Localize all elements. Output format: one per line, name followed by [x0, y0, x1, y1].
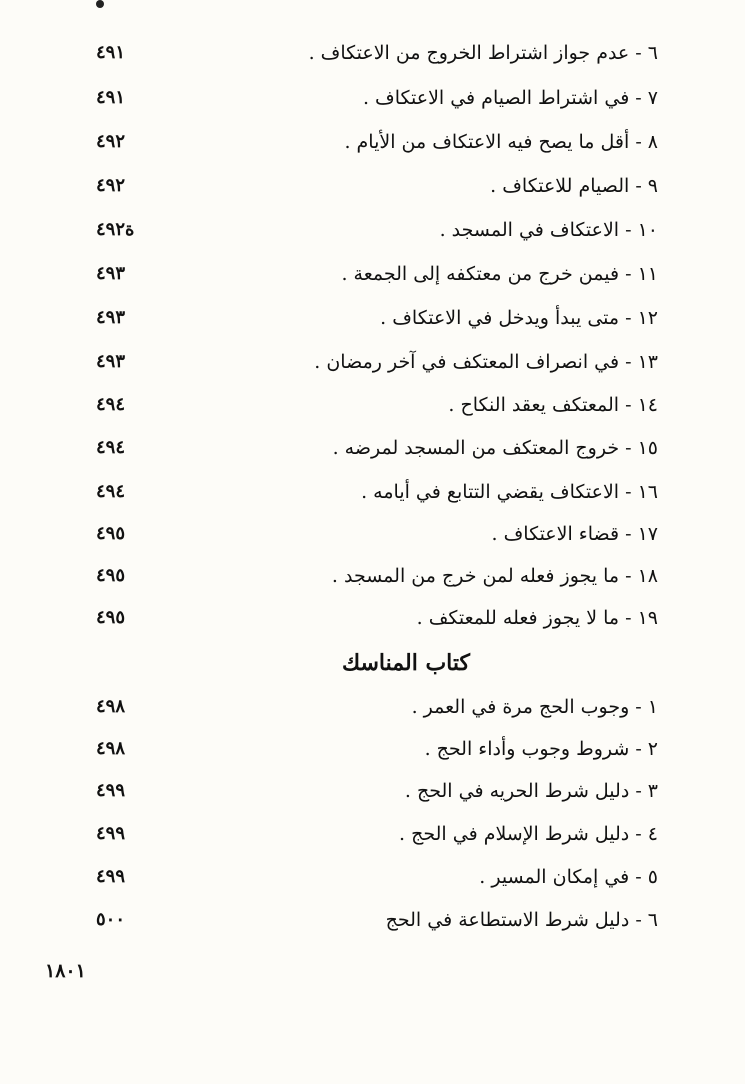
entry-title: ٣ - دليل شرط الحريه في الحج .: [404, 780, 658, 802]
entry-title: ١٥ - خروج المعتكف من المسجد لمرضه .: [332, 437, 658, 459]
index-entry: [0, 689, 745, 725]
entry-title: ١٧ - قضاء الاعتكاف .: [491, 523, 658, 545]
index-entry: [0, 773, 745, 809]
entry-title: ٥ - في إمكان المسير .: [479, 866, 658, 888]
entry-page-number: ٤٩١: [96, 42, 126, 63]
entry-page-number: ٤٩٥: [96, 607, 126, 628]
entry-title: ١٩ - ما لا يجوز فعله للمعتكف .: [416, 607, 658, 629]
index-entry: [0, 256, 745, 292]
entry-page-number: ٤٩٣: [96, 351, 126, 372]
entry-page-number: ٤٩٨: [96, 696, 126, 717]
entry-title: ١١ - فيمن خرج من معتكفه إلى الجمعة .: [341, 263, 658, 285]
entry-page-number: ٤٩٩: [96, 780, 126, 801]
entry-page-number: ٤٩٩: [96, 866, 126, 887]
top-ink-mark: [96, 0, 104, 8]
index-entry: [0, 80, 745, 116]
entry-title: ٦ - عدم جواز اشتراط الخروج من الاعتكاف .: [308, 42, 658, 64]
entry-page-number: ٤٩٣: [96, 307, 126, 328]
page-folio: ١٨٠١: [45, 960, 86, 982]
index-entry: [0, 474, 745, 510]
entry-page-number: ٤٩٤: [96, 394, 126, 415]
section-heading-text: كتاب المناسك: [341, 650, 470, 676]
entry-page-number: ٥٠٠: [96, 909, 126, 930]
entry-page-number: ٤٩١: [96, 87, 126, 108]
index-entry: [0, 124, 745, 160]
index-entry: [0, 35, 745, 71]
entry-title: ١٢ - متى يبدأ ويدخل في الاعتكاف .: [380, 307, 658, 329]
entry-page-number: ٤٩٥: [96, 565, 126, 586]
entry-title: ١٠ - الاعتكاف في المسجد .: [439, 219, 658, 241]
index-entry: [0, 816, 745, 852]
index-entry: [0, 212, 745, 248]
entry-page-number: ٤٩٨: [96, 738, 126, 759]
entry-title: ٨ - أقل ما يصح فيه الاعتكاف من الأيام .: [344, 131, 658, 153]
index-entry: [0, 300, 745, 336]
index-entry: [0, 430, 745, 466]
entry-title: ١٣ - في انصراف المعتكف في آخر رمضان .: [314, 351, 658, 373]
index-entry: [0, 731, 745, 767]
entry-page-number: ٤٩٤: [96, 437, 126, 458]
entry-page-number: ٤٩٣: [96, 263, 126, 284]
entry-title: ١٨ - ما يجوز فعله لمن خرج من المسجد .: [331, 565, 658, 587]
entry-title: ٦ - دليل شرط الاستطاعة في الحج: [385, 909, 658, 931]
index-entry: [0, 516, 745, 552]
entry-title: ١٦ - الاعتكاف يقضي التتابع في أيامه .: [361, 481, 658, 503]
entry-page-number: ة٤٩٢: [96, 219, 135, 240]
entry-page-number: ٤٩٩: [96, 823, 126, 844]
entry-title: ٢ - شروط وجوب وأداء الحج .: [424, 738, 658, 760]
entry-title: ١ - وجوب الحج مرة في العمر .: [411, 696, 658, 718]
index-entry: [0, 344, 745, 380]
index-entry: [0, 902, 745, 938]
entry-page-number: ٤٩٢: [96, 131, 126, 152]
entry-title: ٩ - الصيام للاعتكاف .: [490, 175, 658, 197]
index-entry: [0, 558, 745, 594]
index-entry: [0, 600, 745, 636]
entry-title: ٧ - في اشتراط الصيام في الاعتكاف .: [362, 87, 658, 109]
entry-page-number: ٤٩٢: [96, 175, 126, 196]
index-entry: [0, 387, 745, 423]
entry-page-number: ٤٩٤: [96, 481, 126, 502]
entry-title: ٤ - دليل شرط الإسلام في الحج .: [399, 823, 658, 845]
index-entry: [0, 859, 745, 895]
entry-page-number: ٤٩٥: [96, 523, 126, 544]
entry-title: ١٤ - المعتكف يعقد النكاح .: [448, 394, 658, 416]
index-entry: [0, 168, 745, 204]
